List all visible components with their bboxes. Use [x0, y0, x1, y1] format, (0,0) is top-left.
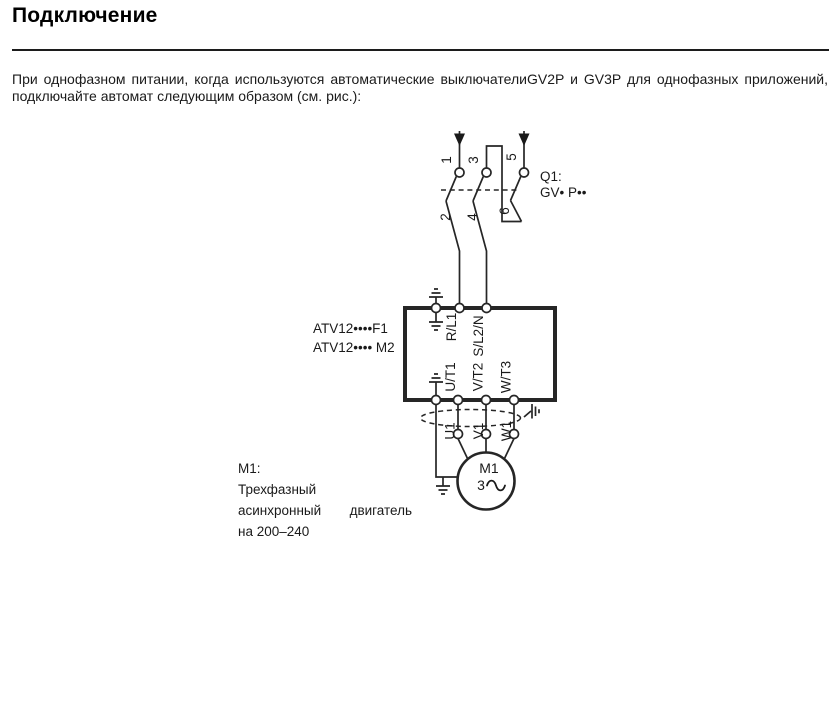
- breaker-terminal-label-6: 6: [497, 207, 512, 215]
- breaker-blade-5: [511, 177, 521, 201]
- intro-line-2: подключайте автомат следующим образом (см. рис.):: [12, 87, 362, 104]
- breaker-contact-5: [520, 168, 529, 177]
- breaker-designation: [540, 169, 586, 200]
- drive-terminal-pe-bottom: [432, 396, 441, 405]
- drive-terminal-pe-top: [432, 304, 441, 313]
- drive-terminal-r-l1: [455, 304, 464, 313]
- page-title: Подключение: [12, 4, 158, 27]
- breaker-designation-line-1: Q1:: [540, 169, 562, 184]
- drive-label-s-l2-n: S/L2/N: [471, 315, 486, 357]
- motor-caption-line-2: Трехфазный: [238, 482, 317, 497]
- motor-caption-line-3: асинхронный двигатель: [238, 503, 412, 518]
- drive-terminal-u-t1: [454, 396, 463, 405]
- wire-u1-to-motor: [458, 439, 468, 459]
- breaker-terminal-label-3: 3: [466, 156, 481, 164]
- motor-terminal-label-u1: U1: [442, 422, 458, 440]
- breaker-blade-1: [446, 177, 456, 202]
- motor-caption-line-1: M1:: [238, 461, 261, 476]
- supply-arrow-icon-1: [454, 134, 465, 147]
- breaker-blade-5-lower: [511, 201, 522, 222]
- drive-box-symbol: [405, 289, 555, 405]
- breaker-terminal-label-4: 4: [465, 213, 480, 221]
- breaker-contact-3: [482, 168, 491, 177]
- drive-label-u-t1: U/T1: [443, 362, 458, 392]
- breaker-blade-3: [473, 177, 483, 202]
- motor-symbol: [458, 453, 515, 510]
- earth-icon-motor: [436, 486, 450, 494]
- drive-model-line-1: ATV12••••F1: [313, 321, 388, 336]
- pe-wire-to-motor: [436, 405, 458, 478]
- drive-label-w-t3: W/T3: [498, 360, 514, 394]
- motor-phase-text: 3: [477, 477, 485, 493]
- drive-model-line-2: ATV12•••• M2: [313, 340, 395, 355]
- drive-terminal-w-t3: [510, 396, 519, 405]
- intro-line-1: При однофазном питании, когда используются автоматические выключателиGV2P и GV3P для однофазных приложений,: [12, 71, 828, 87]
- earth-icon-top-external: [429, 289, 443, 297]
- motor-caption-line-4: на 200–240: [238, 524, 310, 539]
- breaker-contact-1: [455, 168, 464, 177]
- motor-name-text: M1: [479, 460, 499, 476]
- breaker-terminal-label-2: 2: [438, 213, 453, 221]
- circuit-breaker-symbol: [438, 131, 530, 304]
- drive-terminal-v-t2: [482, 396, 491, 405]
- shield-clamp-lead: [524, 411, 531, 417]
- supply-arrow-icon-5: [519, 134, 530, 147]
- motor-terminal-label-w1: W1: [499, 420, 514, 442]
- motor-caption: [238, 458, 412, 542]
- breaker-terminal-label-1: 1: [439, 156, 454, 164]
- drive-model-label: [313, 319, 395, 357]
- earth-icon-shield: [532, 404, 539, 419]
- drive-terminal-s-l2-n: [482, 304, 491, 313]
- breaker-designation-line-2: GV• P••: [540, 184, 587, 200]
- drive-label-r-l1: R/L1: [444, 312, 459, 342]
- motor-terminal-label-v1: V1: [471, 422, 486, 440]
- drive-label-v-t2: V/T2: [470, 362, 486, 392]
- breaker-terminal-label-5: 5: [504, 153, 519, 161]
